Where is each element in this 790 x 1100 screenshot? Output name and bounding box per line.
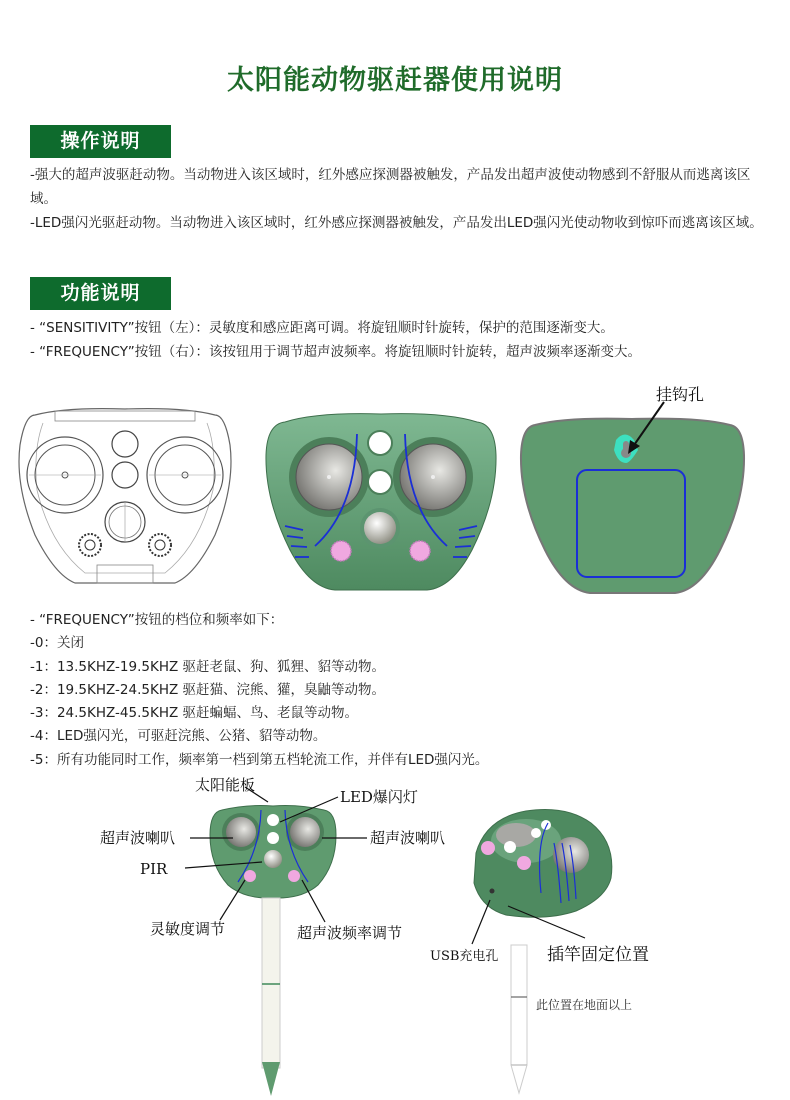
frequency-level-1: -1：13.5KHZ-19.5KHZ 驱赶老鼠、狗、狐狸、貂等动物。 [30,658,386,675]
frequency-level-4: -4：LED强闪光，可驱赶浣熊、公猪、貂等动物。 [30,728,327,745]
function-line-frequency: - “FREQUENCY”按钮（右）：该按钮用于调节超声波频率。将旋钮顺时针旋转，超声波频率逐渐变大。 [30,344,641,360]
label-sensitivity-adjust: 灵敏度调节 [150,920,226,938]
label-speaker-left: 超声波喇叭 [100,829,176,847]
label-speaker-right: 超声波喇叭 [370,829,446,847]
operation-paragraph-led: -LED强闪光驱赶动物。当动物进入该区域时，红外感应探测器被触发，产品发出LED强闪光使动物收到惊吓而逃离该区域。 [30,215,763,231]
hook-hole-label: 挂钩孔 [656,385,705,404]
label-frequency-adjust: 超声波频率调节 [297,924,403,942]
section-heading-function: 功能说明 [30,277,171,310]
frequency-level-0: -0：关闭 [30,635,84,652]
operation-paragraph-ultrasonic: -强大的超声波驱赶动物。当动物进入该区域时，红外感应探测器被触发，产品发出超声波使动物感到不舒服从而逃离该区域。 [30,167,751,207]
frequency-intro: - “FREQUENCY”按钮的档位和频率如下： [30,612,284,628]
frequency-level-5: -5：所有功能同时工作，频率第一档到第五档轮流工作，并伴有LED强闪光。 [30,751,489,768]
label-pir: PIR [140,860,168,878]
section-heading-operation: 操作说明 [30,125,171,158]
label-led-flash: LED爆闪灯 [340,788,418,806]
label-usb-port: USB充电孔 [430,949,499,964]
label-solar-panel: 太阳能板 [195,776,256,794]
frequency-level-3: -3：24.5KHZ-45.5KHZ 驱赶蝙蝠、鸟、老鼠等动物。 [30,705,359,722]
label-stake-position: 插竿固定位置 [547,945,649,965]
stake-outline [505,945,535,1095]
page-title: 太阳能动物驱赶器使用说明 [227,65,563,96]
frequency-level-2: -2：19.5KHZ-24.5KHZ 驱赶猫、浣熊、獾，臭鼬等动物。 [30,681,386,698]
function-line-sensitivity: - “SENSITIVITY”按钮（左）：灵敏度和感应距离可调。将旋钮顺时针旋转，保护的范围逐渐变大。 [30,320,614,336]
label-above-ground: 此位置在地面以上 [536,998,633,1012]
